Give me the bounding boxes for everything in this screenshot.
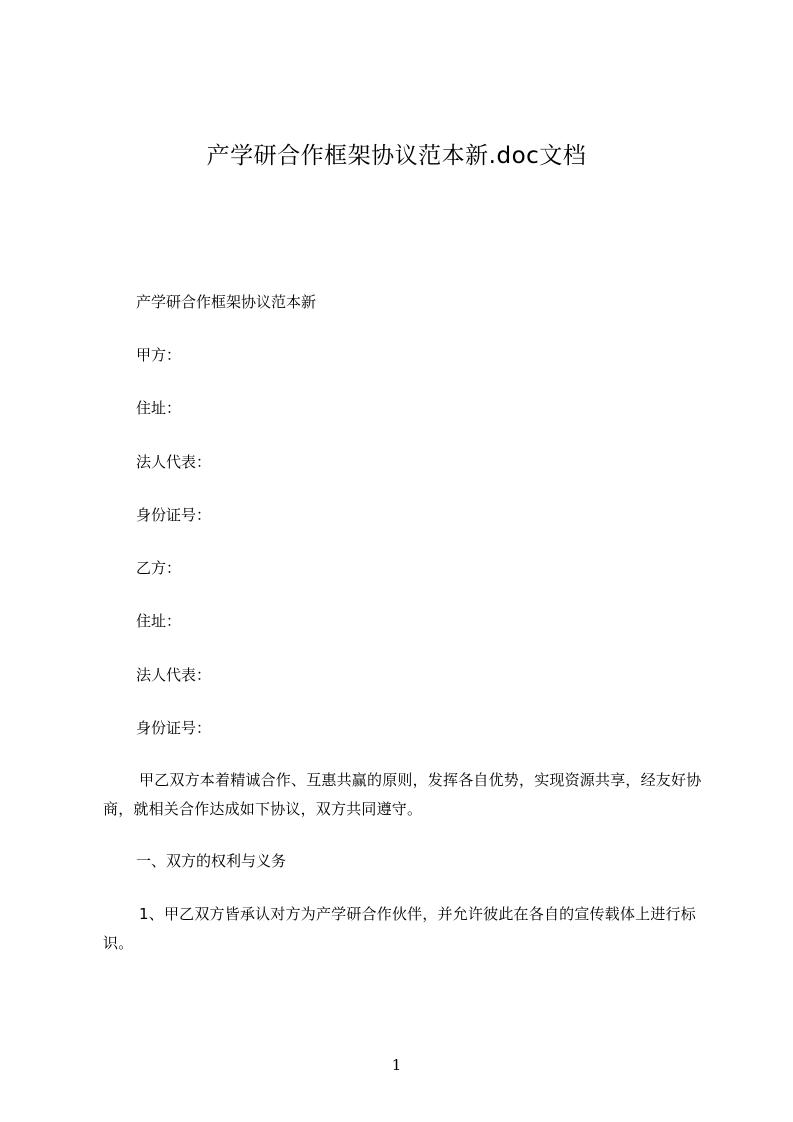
party-a-legal-rep-label: 法人代表： (136, 453, 212, 471)
clause-1-paragraph: 1、甲乙双方皆承认对方为产学研合作伙伴，并允许彼此在各自的宣传载体上进行标识。 (103, 905, 696, 952)
party-b-label: 乙方： (136, 559, 182, 577)
party-a-address-label: 住址： (136, 399, 182, 417)
party-a-id-number-label: 身份证号： (136, 506, 212, 524)
intro-paragraph: 甲乙双方本着精诚合作、互惠共赢的原则，发挥各自优势，实现资源共享，经友好协商，就相关合作达成如下协议，双方共同遵守。 (103, 771, 702, 818)
section-1-heading: 一、双方的权利与义务 (136, 852, 287, 870)
party-b-address-label: 住址： (136, 612, 182, 630)
page-number: 1 (391, 1056, 402, 1074)
party-b-legal-rep-label: 法人代表： (136, 666, 212, 684)
agreement-subtitle: 产学研合作框架协议范本新 (136, 293, 317, 311)
document-title: 产学研合作框架协议范本新.doc文档 (206, 143, 587, 169)
party-b-id-number-label: 身份证号： (136, 719, 212, 737)
party-a-label: 甲方： (136, 346, 182, 364)
